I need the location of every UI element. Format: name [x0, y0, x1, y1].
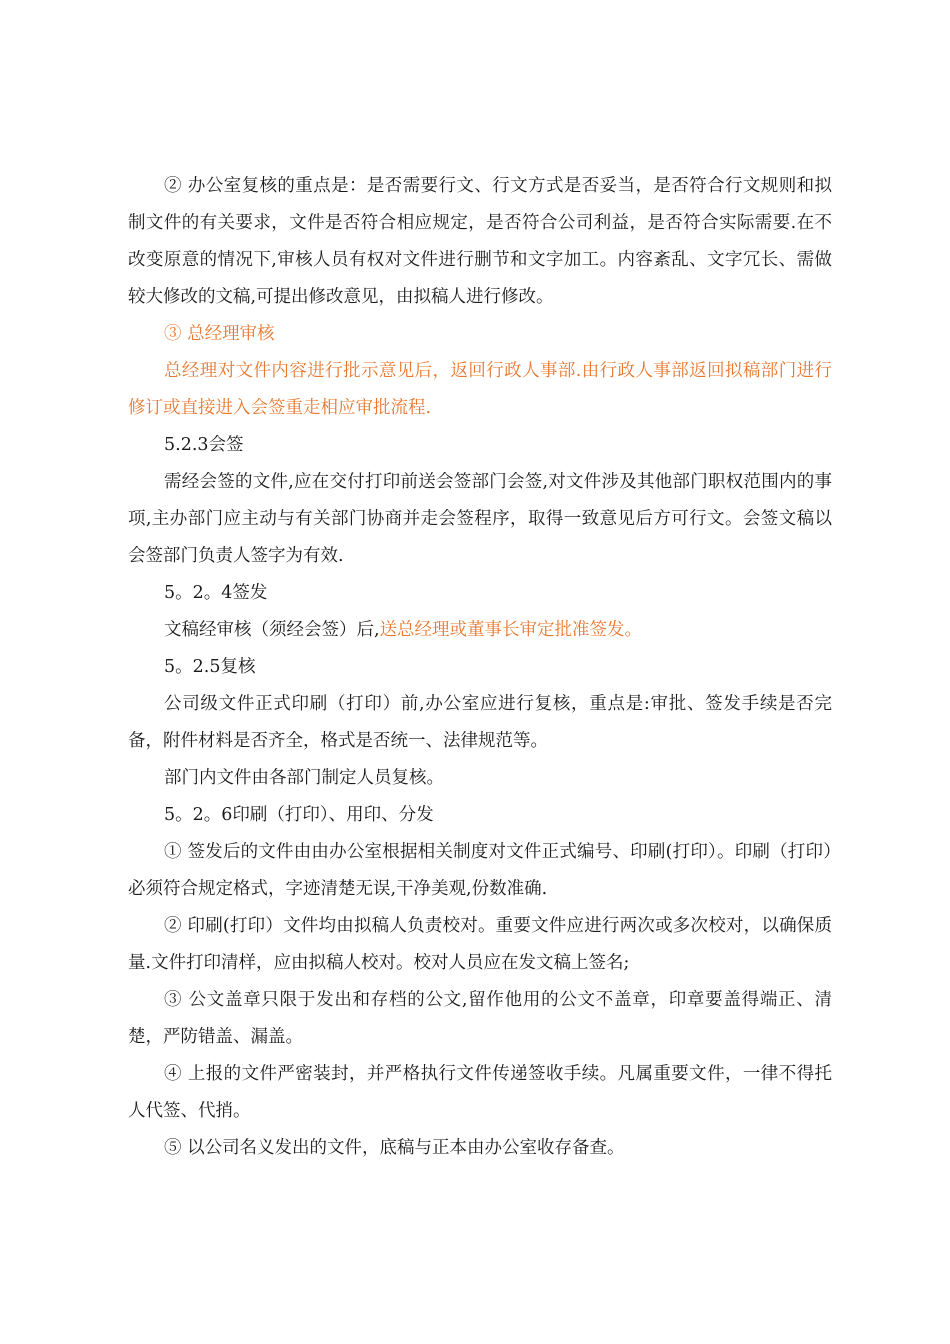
paragraph-department-recheck: 部门内文件由各部门制定人员复核。 — [164, 768, 444, 788]
paragraph-item-3: ③ 公文盖章只限于发出和存档的公文,留作他用的公文不盖章，印章要盖得端正、清楚，严防错盖、漏盖。 — [128, 990, 832, 1047]
paragraph-item-5: ⑤ 以公司名义发出的文件，底稿与正本由办公室收存备查。 — [164, 1138, 625, 1158]
paragraph-office-review: ② 办公室复核的重点是：是否需要行文、行文方式是否妥当，是否符合行文规则和拟制文件的有关要求，文件是否符合相应规定，是否符合公司利益，是否符合实际需要.在不改变原意的情况下,审核人员有权对文件进行删节和文字加工。内容紊乱、文字冗长、需做较大修改的文稿,可提出修改意见，由拟稿人进行修改。 — [128, 176, 832, 307]
paragraph-item-2: ② 印刷(打印）文件均由拟稿人负责校对。重要文件应进行两次或多次校对，以确保质量.文件打印清样，应由拟稿人校对。校对人员应在发文稿上签名; — [128, 916, 832, 973]
section-heading-5-2-3: 5.2.3会签 — [164, 435, 244, 455]
section-heading-5-2-5: 5。2.5复核 — [164, 657, 256, 677]
document-page — [128, 168, 832, 1167]
paragraph-countersign: 需经会签的文件,应在交付打印前送会签部门会签,对文件涉及其他部门职权范围内的事项,主办部门应主动与有关部门协商并走会签程序，取得一致意见后方可行文。会签文稿以会签部门负责人签字为有效. — [128, 472, 832, 566]
section-heading-5-2-6: 5。2。6印刷（打印）、用印、分发 — [164, 805, 434, 825]
section-heading-5-2-4: 5。2。4签发 — [164, 583, 268, 603]
paragraph-item-1: ① 签发后的文件由由办公室根据相关制度对文件正式编号、印刷(打印）。印刷（打印）必须符合规定格式，字迹清楚无误,干净美观,份数准确. — [128, 842, 832, 899]
issuance-highlight: 送总经理或董事长审定批准签发。 — [379, 620, 643, 640]
paragraph-gm-review: 总经理对文件内容进行批示意见后，返回行政人事部.由行政人事部返回拟稿部门进行修订或直接进入会签重走相应审批流程. — [128, 361, 832, 418]
heading-gm-review: ③ 总经理审核 — [164, 324, 275, 344]
paragraph-recheck: 公司级文件正式印刷（打印）前,办公室应进行复核，重点是:审批、签发手续是否完备，附件材料是否齐全，格式是否统一、法律规范等。 — [128, 694, 832, 751]
paragraph-issuance — [128, 612, 832, 649]
issuance-text: 文稿经审核（须经会签）后, — [164, 620, 380, 640]
paragraph-item-4: ④ 上报的文件严密装封，并严格执行文件传递签收手续。凡属重要文件，一律不得托人代签、代捎。 — [128, 1064, 832, 1121]
